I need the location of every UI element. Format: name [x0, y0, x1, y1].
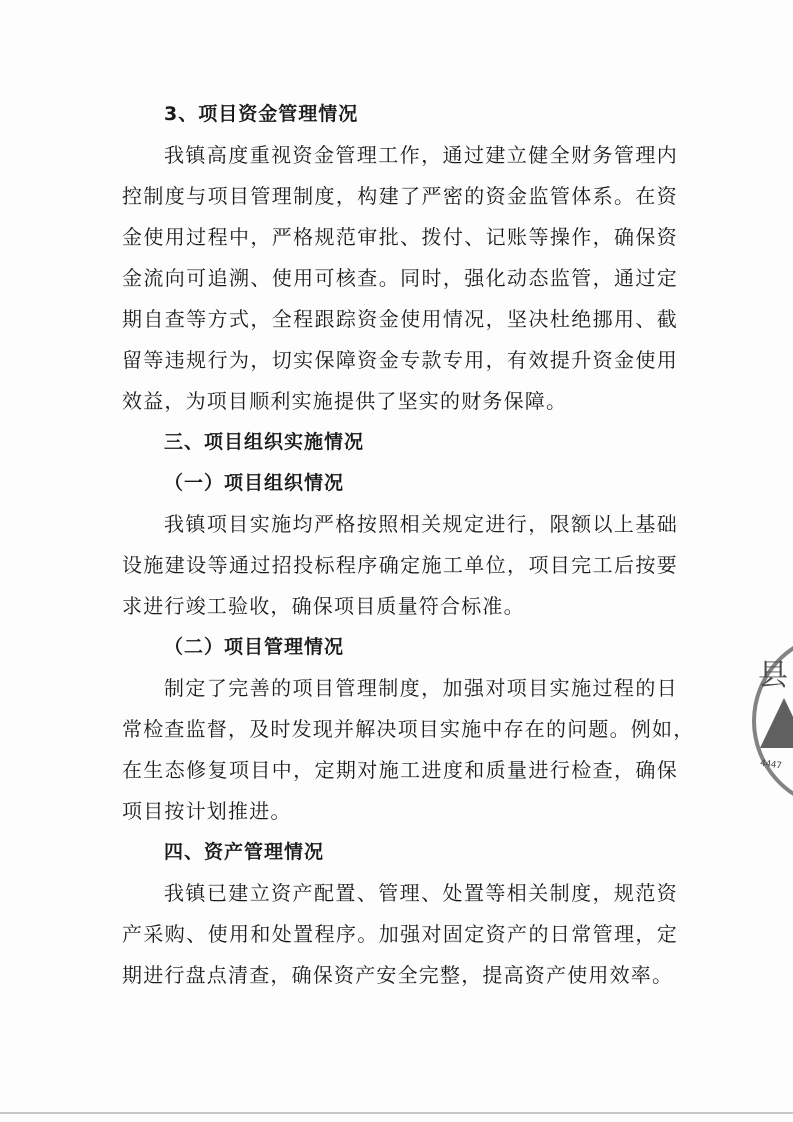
section-heading: 三、项目组织实施情况: [164, 431, 365, 453]
section-heading: 四、资产管理情况: [164, 841, 325, 863]
paragraph-line: 效益，为项目顺利实施提供了坚实的财务保障。: [122, 389, 568, 413]
section-heading: （二）项目管理情况: [164, 636, 345, 658]
paragraph: [122, 873, 678, 996]
seal-character: 县: [758, 658, 788, 693]
paragraph-line: 留等违规行为，切实保障资金专款专用，有效提升资金使用: [122, 348, 678, 372]
paragraph: [122, 504, 678, 627]
paragraph-line: 常检查监督，及时发现并解决项目实施中存在的问题。例如，: [122, 717, 695, 741]
paragraph-line: 产采购、使用和处置程序。加强对固定资产的日常管理，定: [122, 922, 678, 946]
paragraph-line: 金使用过程中，严格规范审批、拨付、记账等操作，确保资: [122, 225, 678, 249]
paragraph-line: 求进行竣工验收，确保项目质量符合标准。: [122, 594, 525, 618]
paragraph-line: 我镇项目实施均严格按照相关规定进行，限额以上基础: [164, 512, 678, 536]
paragraph-line: 设施建设等通过招投标程序确定施工单位，项目完工后按要: [122, 553, 678, 577]
paragraph-line: 在生态修复项目中，定期对施工进度和质量进行检查，确保: [122, 758, 678, 782]
official-seal: [752, 632, 793, 822]
paragraph-line: 期进行盘点清查，确保资产安全完整，提高资产使用效率。: [122, 963, 674, 987]
section-heading: 3、项目资金管理情况: [164, 103, 359, 125]
paragraph-line: 项目按计划推进。: [122, 799, 292, 823]
paragraph-line: 控制度与项目管理制度，构建了严密的资金监管体系。在资: [122, 184, 678, 208]
paragraph-line: 金流向可追溯、使用可核查。同时，强化动态监管，通过定: [122, 266, 678, 290]
paragraph: [122, 135, 678, 422]
seal-star-icon: [760, 698, 793, 748]
paragraph: [122, 668, 695, 832]
seal-number: 4447: [759, 758, 783, 772]
paragraph-line: 我镇高度重视资金管理工作，通过建立健全财务管理内: [164, 143, 678, 167]
scan-edge-line: [0, 1112, 793, 1114]
paragraph-line: 制定了完善的项目管理制度，加强对项目实施过程的日: [164, 676, 678, 700]
paragraph-line: 期自查等方式，全程跟踪资金使用情况，坚决杜绝挪用、截: [122, 307, 678, 331]
document-body: [122, 94, 695, 996]
section-heading: （一）项目组织情况: [164, 472, 345, 494]
paragraph-line: 我镇已建立资产配置、管理、处置等相关制度，规范资: [164, 881, 678, 905]
